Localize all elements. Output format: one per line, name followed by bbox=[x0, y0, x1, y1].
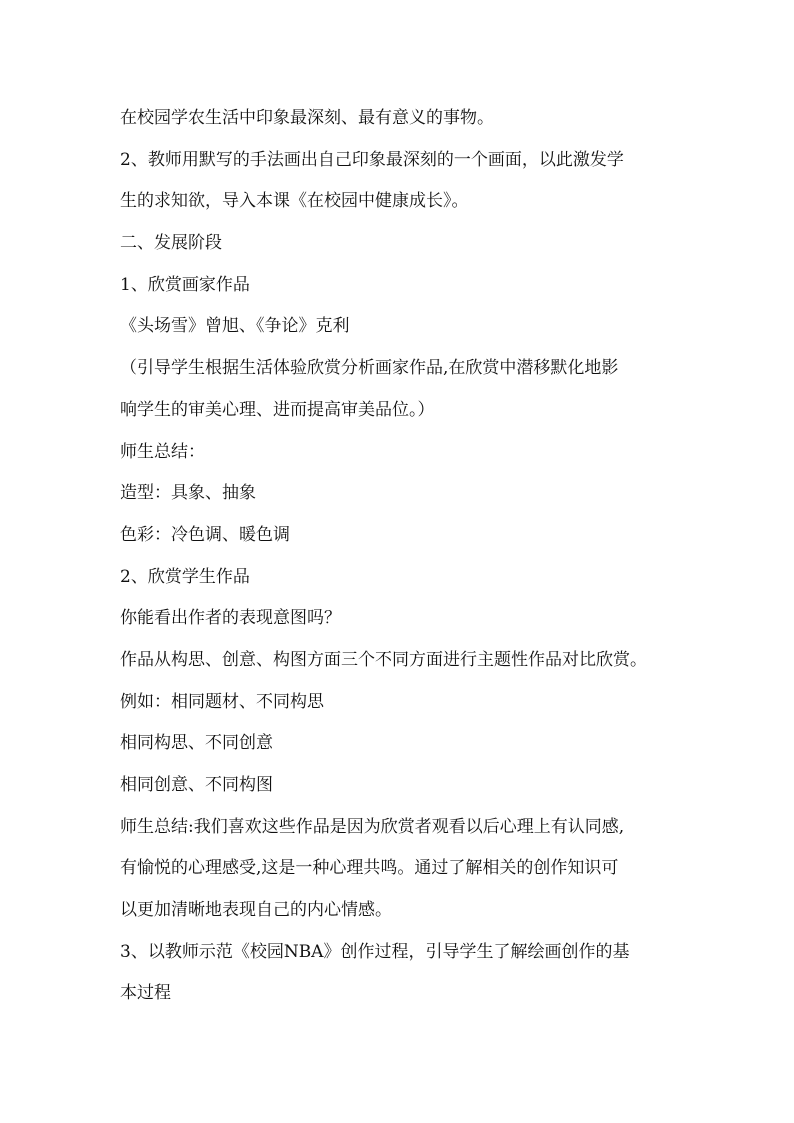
text-line: 作品从构思、创意、构图方面三个不同方面进行主题性作品对比欣赏。 bbox=[120, 649, 647, 670]
text-line: 造型：具象、抽象 bbox=[120, 483, 256, 504]
text-line: 以更加清晰地表现自己的内心情感。 bbox=[120, 900, 392, 921]
text-line: 生的求知欲，导入本课《在校园中健康成长》。 bbox=[120, 191, 469, 212]
section-heading: 二、发展阶段 bbox=[120, 233, 222, 254]
text-line: 相同构思、不同创意 bbox=[120, 733, 273, 754]
text-line: 你能看出作者的表现意图吗？ bbox=[120, 608, 341, 629]
text-line: 师生总结:我们喜欢这些作品是因为欣赏者观看以后心理上有认同感, bbox=[120, 816, 625, 837]
text-line: 本过程 bbox=[120, 983, 171, 1004]
text-line: 相同创意、不同构图 bbox=[120, 775, 273, 795]
text-line: （引导学生根据生活体验欣赏分析画家作品,在欣赏中潜移默化地影 bbox=[120, 358, 619, 379]
text-line: 色彩：冷色调、暖色调 bbox=[120, 524, 290, 545]
text-line: 响学生的审美心理、进而提高审美品位。） bbox=[120, 399, 435, 420]
text-line: 有愉悦的心理感受,这是一种心理共鸣。通过了解相关的创作知识可 bbox=[120, 858, 619, 879]
subsection-heading: 1、欣赏画家作品 bbox=[120, 274, 250, 295]
subsection-heading: 2、欣赏学生作品 bbox=[120, 566, 250, 587]
text-line: 2、教师用默写的手法画出自己印象最深刻的一个画面，以此激发学 bbox=[120, 149, 624, 170]
text-line: 在校园学农生活中印象最深刻、最有意义的事物。 bbox=[120, 108, 494, 128]
document-body bbox=[120, 98, 680, 1015]
text-line: 《头场雪》曾旭、《争论》克利 bbox=[120, 316, 350, 337]
text-line: 例如：相同题材、不同构思 bbox=[120, 691, 324, 712]
subsection-heading: 3、以教师示范《校园NBA》创作过程，引导学生了解绘画创作的基 bbox=[120, 941, 630, 962]
text-line: 师生总结： bbox=[120, 441, 205, 462]
